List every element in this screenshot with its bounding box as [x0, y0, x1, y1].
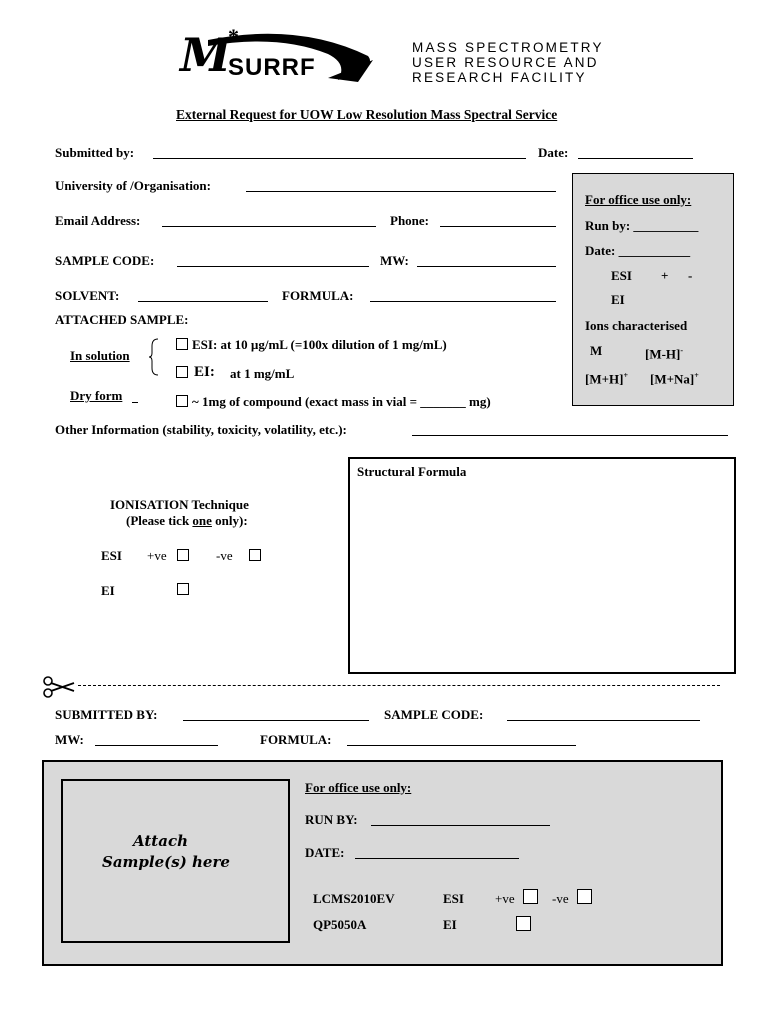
dry-form-option-label: ~ 1mg of compound (exact mass in vial = _______ mg)	[192, 394, 491, 409]
ei-solution-label-a: EI:	[194, 364, 215, 380]
logo-initial: M	[180, 28, 231, 82]
bottom-esi-pos-checkbox[interactable]	[523, 889, 538, 904]
dry-form-label: Dry form	[70, 388, 123, 403]
tagline-line-3: RESEARCH FACILITY	[412, 70, 587, 85]
office-ion-m-plus-na: [M+Na]+	[650, 371, 699, 387]
phone-label: Phone:	[390, 213, 429, 228]
logo-star: *	[228, 24, 239, 49]
formula-label: FORMULA:	[282, 288, 354, 303]
email-field[interactable]	[162, 226, 376, 227]
tear-sample-code-field[interactable]	[507, 720, 700, 721]
university-label: University of /Organisation:	[55, 178, 211, 193]
date-label: Date:	[538, 145, 569, 160]
logo-text: SURRF	[228, 54, 316, 81]
dry-form-underline	[132, 402, 138, 403]
brace-icon	[148, 338, 160, 376]
sample-code-label: SAMPLE CODE:	[55, 253, 155, 268]
esi-solution-checkbox[interactable]	[176, 338, 188, 350]
attached-sample-label: ATTACHED SAMPLE:	[55, 312, 189, 327]
other-info-field[interactable]	[412, 435, 728, 436]
bottom-date-label: DATE:	[305, 845, 345, 860]
ionisation-esi-label: ESI	[101, 548, 122, 563]
sample-code-field[interactable]	[177, 266, 369, 267]
bottom-ei-label: EI	[443, 917, 457, 932]
solvent-field[interactable]	[138, 301, 268, 302]
tear-mw-label: MW:	[55, 732, 84, 747]
office-ion-m-minus-h: [M-H]-	[645, 346, 684, 362]
bottom-esi-label: ESI	[443, 891, 464, 906]
other-info-label: Other Information (stability, toxicity, volatility, etc.):	[55, 422, 347, 437]
ionisation-neg-label: -ve	[216, 548, 233, 563]
tear-submitted-by-field[interactable]	[183, 720, 369, 721]
office-ions-label: Ions characterised	[585, 318, 688, 333]
office-ion-m: M	[590, 343, 603, 358]
solvent-label: SOLVENT:	[55, 288, 120, 303]
tear-submitted-by-label: SUBMITTED BY:	[55, 707, 158, 722]
phone-field[interactable]	[440, 226, 556, 227]
in-solution-label: In solution	[70, 348, 130, 363]
bottom-pos-label: +ve	[495, 891, 515, 906]
office-minus: -	[688, 268, 693, 283]
ionisation-esi-pos-checkbox[interactable]	[177, 549, 189, 561]
office-date: Date: ___________	[585, 243, 691, 258]
submitted-by-field[interactable]	[153, 158, 526, 159]
email-label: Email Address:	[55, 213, 141, 228]
bottom-neg-label: -ve	[552, 891, 569, 906]
office-ion-m-plus-h: [M+H]+	[585, 371, 629, 387]
form-title: External Request for UOW Low Resolution Mass Spectral Service	[176, 107, 558, 122]
university-field[interactable]	[246, 191, 556, 192]
attach-sample-text-2: Sample(s) here	[102, 853, 230, 871]
mw-field[interactable]	[417, 266, 556, 267]
formula-field[interactable]	[370, 301, 556, 302]
ionisation-title: IONISATION Technique	[110, 497, 249, 512]
office-run-by: Run by: __________	[585, 218, 699, 233]
ionisation-subtitle: (Please tick one only):	[126, 513, 248, 528]
structural-formula-title: Structural Formula	[357, 464, 467, 479]
office-esi: ESI	[611, 268, 632, 283]
office-use-title: For office use only:	[585, 192, 692, 207]
bottom-date-field[interactable]	[355, 858, 519, 859]
ionisation-ei-label: EI	[101, 583, 115, 598]
logo	[178, 24, 388, 88]
ionisation-pos-label: +ve	[147, 548, 167, 563]
tear-mw-field[interactable]	[95, 745, 218, 746]
bottom-qp-label: QP5050A	[313, 917, 367, 932]
structural-formula-box[interactable]	[348, 457, 736, 674]
ionisation-esi-neg-checkbox[interactable]	[249, 549, 261, 561]
bottom-office-title: For office use only:	[305, 780, 412, 795]
office-ei: EI	[611, 292, 625, 307]
tagline-line-1: MASS SPECTROMETRY	[412, 40, 604, 55]
tagline-line-2: USER RESOURCE AND	[412, 55, 599, 70]
dry-form-checkbox[interactable]	[176, 395, 188, 407]
bottom-run-by-field[interactable]	[371, 825, 550, 826]
date-field[interactable]	[578, 158, 693, 159]
bottom-lcms-label: LCMS2010EV	[313, 891, 395, 906]
scissors-icon	[42, 676, 78, 698]
tear-line	[78, 685, 720, 686]
bottom-run-by-label: RUN BY:	[305, 812, 358, 827]
tear-formula-field[interactable]	[347, 745, 576, 746]
ionisation-ei-checkbox[interactable]	[177, 583, 189, 595]
attach-sample-text-1: Attach	[133, 832, 188, 850]
ei-solution-label-b: at 1 mg/mL	[230, 366, 295, 381]
ei-solution-checkbox[interactable]	[176, 366, 188, 378]
office-plus: +	[661, 268, 669, 283]
bottom-esi-neg-checkbox[interactable]	[577, 889, 592, 904]
esi-solution-label: ESI: at 10 µg/mL (=100x dilution of 1 mg/mL)	[192, 337, 447, 352]
submitted-by-label: Submitted by:	[55, 145, 135, 160]
mw-label: MW:	[380, 253, 409, 268]
tear-formula-label: FORMULA:	[260, 732, 332, 747]
tear-sample-code-label: SAMPLE CODE:	[384, 707, 484, 722]
bottom-ei-checkbox[interactable]	[516, 916, 531, 931]
